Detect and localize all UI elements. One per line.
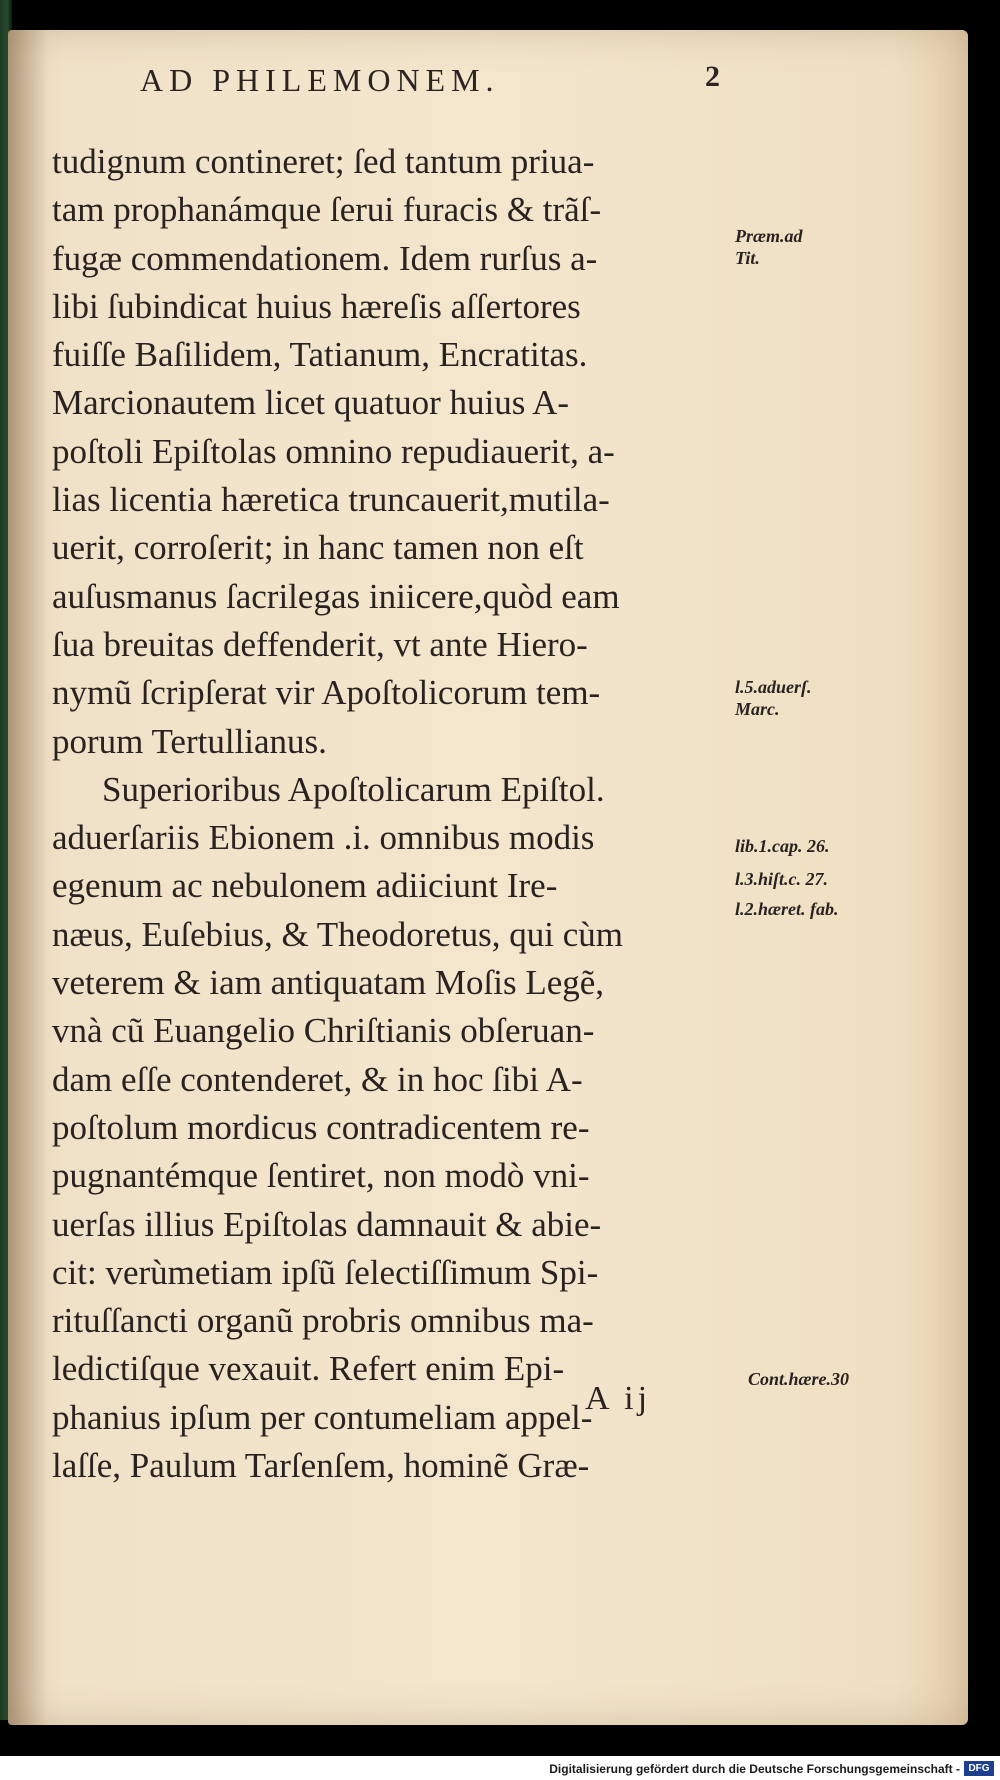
margin-note: l.5.aduerſ. Marc. (735, 677, 812, 719)
page-gutter-shadow (8, 30, 48, 1725)
margin-note: l.2.hæret. fab. (735, 899, 839, 919)
text-line: fugæ commendationem. Idem rurſus a- (52, 238, 598, 278)
text-line: uerſas illius Epiſtolas damnauit & abie- (52, 1204, 602, 1244)
text-line: ſua breuitas deffenderit, vt ante Hiero- (52, 624, 588, 664)
text-line: porum Tertullianus. (52, 721, 327, 761)
text-line: laſſe, Paulum Tarſenſem, hominẽ Græ- (52, 1446, 590, 1486)
margin-note: Cont.hære.30 (748, 1369, 850, 1389)
text-line: tam prophanámque ſerui furacis & trãſ- (52, 190, 602, 230)
text-line: fuiſſe Baſilidem, Tatianum, Encratitas. (52, 335, 588, 375)
running-head: AD PHILEMONEM. (140, 62, 500, 98)
text-line: cit: verùmetiam ipſũ ſelectiſſimum Spi- (52, 1252, 599, 1292)
text-line: libi ſubindicat huius hæreſis aſſertores (52, 286, 581, 326)
margin-note: l.3.hiſt.c. 27. (735, 869, 828, 889)
text-line: næus, Euſebius, & Theodoretus, qui cùm (52, 914, 623, 954)
text-line: uerit, corroſerit; in hanc tamen non eſt (52, 528, 584, 568)
text-line: Superioribus Apoſtolicarum Epiſtol. (102, 769, 605, 809)
main-text (52, 138, 752, 1490)
text-line: vnà cũ Euangelio Chriſtianis obſeruan- (52, 1011, 595, 1051)
signature-mark: A ij (585, 1380, 652, 1417)
text-line: egenum ac nebulonem adiiciunt Ire- (52, 866, 558, 906)
text-line: phanius ipſum per contumeliam appel- (52, 1397, 593, 1437)
text-line: pugnantémque ſentiret, non modò vni- (52, 1156, 590, 1196)
text-line: nymũ ſcripſerat vir Apoſtolicorum tem- (52, 673, 601, 713)
digitization-footer (0, 1756, 1000, 1780)
text-line: Marcionautem licet quatuor huius A- (52, 383, 570, 423)
text-line: veterem & iam antiquatam Moſis Legẽ, (52, 963, 605, 1003)
text-line: tudignum contineret; ſed tantum priua- (52, 142, 595, 181)
dfg-logo: DFG (964, 1761, 994, 1776)
text-line: rituſſancti organũ probris omnibus ma- (52, 1301, 594, 1341)
text-line: poſtoli Epiſtolas omnino repudiauerit, a- (52, 431, 615, 471)
text-line: lias licentia hæretica truncauerit,mutila- (52, 480, 610, 520)
text-line: auſusmanus ſacrilegas iniicere,quòd eam (52, 576, 620, 616)
text-line: ledictiſque vexauit. Refert enim Epi- (52, 1349, 565, 1389)
margin-note: Præm.ad Tit. (735, 226, 803, 268)
text-line: aduerſariis Ebionem .i. omnibus modis (52, 818, 595, 858)
page-number: 2 (705, 60, 720, 93)
margin-note: lib.1.cap. 26. (735, 836, 830, 856)
footer-credit: Digitalisierung gefördert durch die Deutsche Forschungsgemeinschaft - (549, 1762, 960, 1776)
text-line: dam eſſe contenderet, & in hoc ſibi A- (52, 1059, 583, 1099)
text-line: poſtolum mordicus contradicentem re- (52, 1107, 590, 1147)
